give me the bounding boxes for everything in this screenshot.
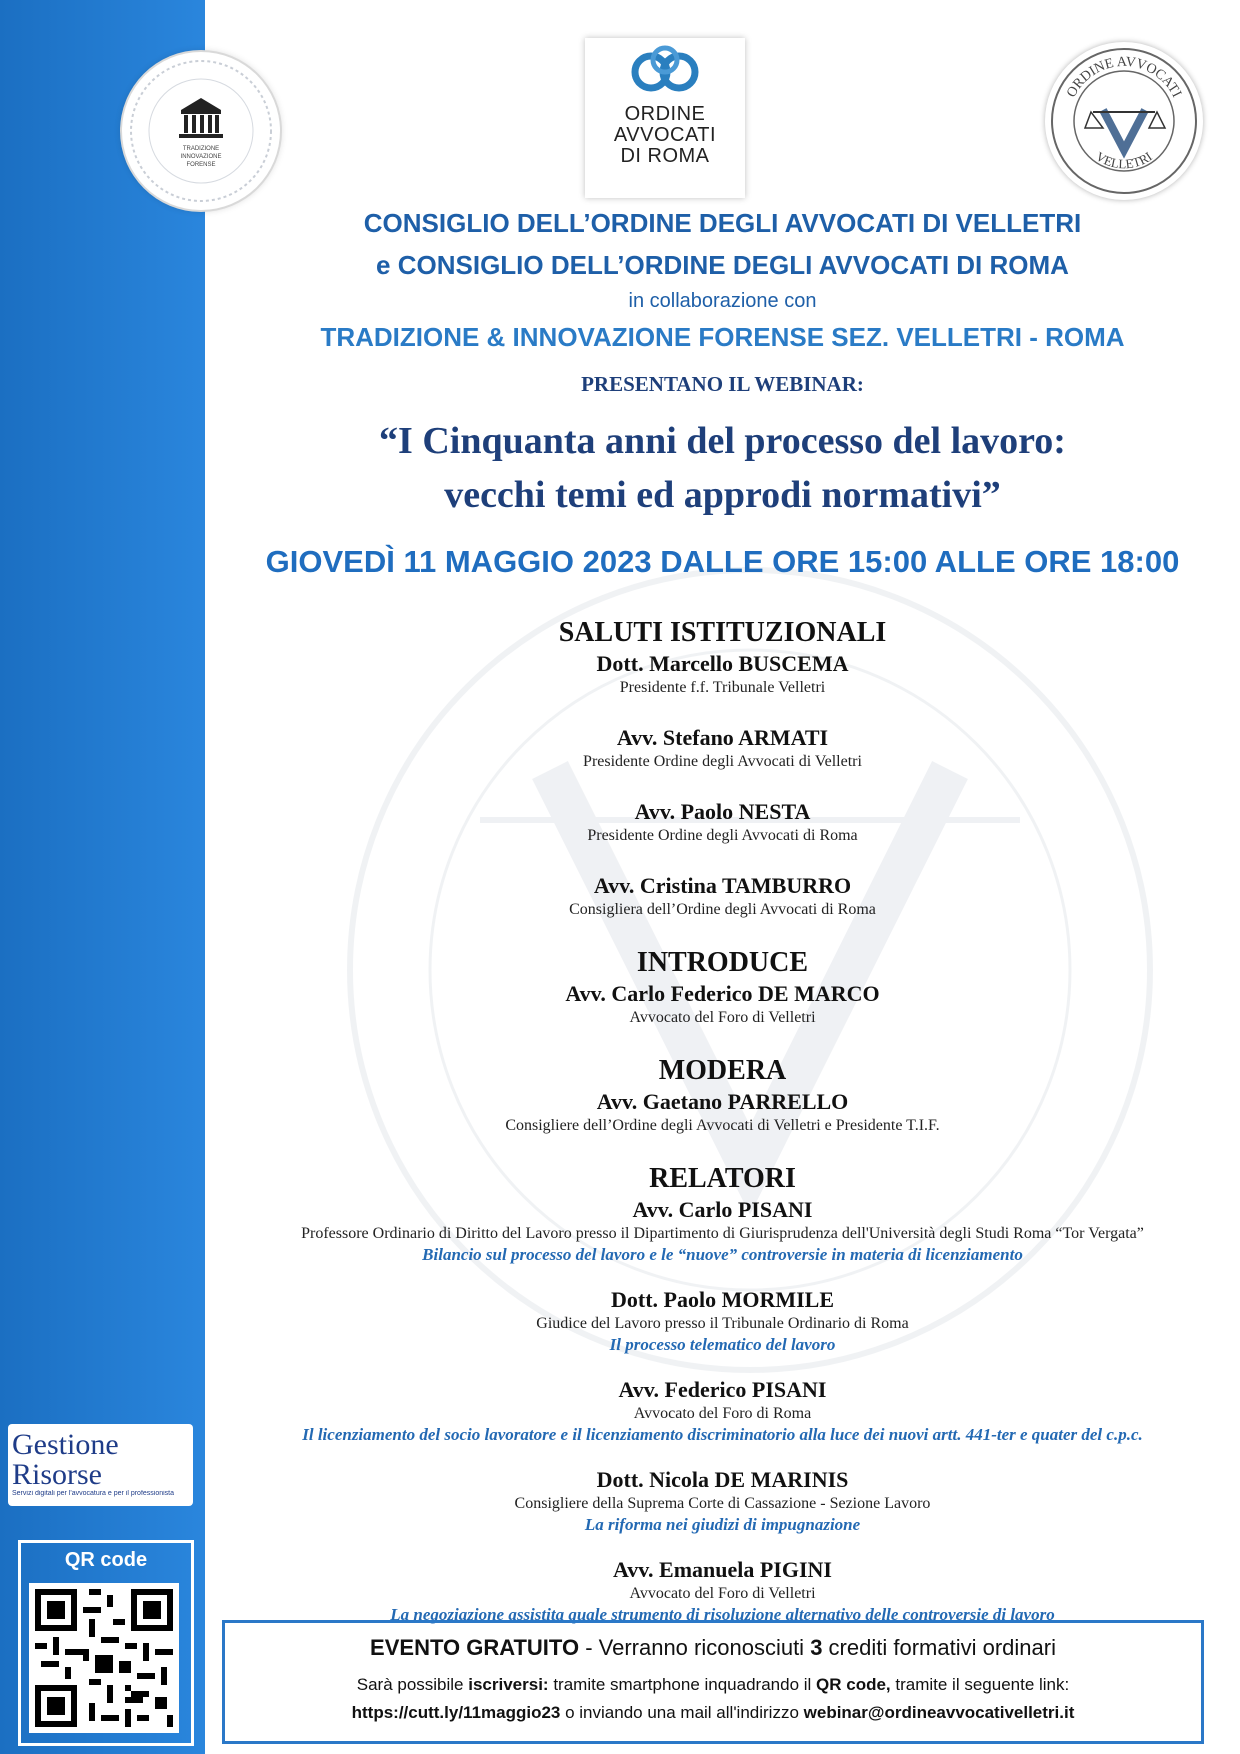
velletri-logo-bottom-text: VELLETRI — [1093, 148, 1155, 172]
tif-logo — [122, 52, 280, 210]
relatore-topic-2: Il processo telematico del lavoro — [609, 1335, 836, 1354]
relatore-name-5: Avv. Emanuela PIGINI — [612, 1557, 832, 1582]
registration-link[interactable]: https://cutt.ly/11maggio23 — [351, 1703, 561, 1722]
webinar-title-line-2: vecchi temi ed approdi normativi” — [444, 474, 1001, 516]
svg-text:FORENSE: FORENSE — [186, 162, 216, 168]
saluti-role-1: Presidente f.f. Tribunale Velletri — [619, 679, 826, 696]
velletri-scales-icon — [1045, 42, 1203, 200]
evento-gratuito: EVENTO GRATUITO — [370, 1635, 580, 1660]
gestione-risorse-logo — [8, 1424, 193, 1506]
relatore-name-3: Avv. Federico PISANI — [618, 1377, 827, 1402]
qr-code-box[interactable] — [18, 1540, 194, 1746]
relatore-name-4: Dott. Nicola DE MARINIS — [596, 1467, 849, 1492]
webinar-title-line-1: “I Cinquanta anni del processo del lavoro: — [379, 420, 1066, 462]
saluti-role-3: Presidente Ordine degli Avvocati di Roma — [587, 827, 858, 844]
relatore-topic-3: Il licenziamento del socio lavoratore e il licenziamento discriminatorio alla luce dei nuovi artt. 441-ter e quater del c.p.c. — [302, 1425, 1143, 1444]
roma-logo-line-2: AVVOCATI — [613, 124, 717, 146]
relatore-topic-4: La riforma nei giudizi di impugnazione — [584, 1515, 861, 1534]
credits-count: 3 — [810, 1635, 823, 1660]
relatori-heading: RELATORI — [649, 1163, 796, 1194]
relatore-name-2: Dott. Paolo MORMILE — [610, 1287, 835, 1312]
saluti-name-4: Avv. Cristina TAMBURRO — [593, 873, 852, 898]
relatore-role-1: Professore Ordinario di Diritto del Lavoro presso il Dipartimento di Giurisprudenza dell'Università degli Studi Roma “Tor Vergata” — [301, 1225, 1144, 1242]
svg-text:TRADIZIONE: TRADIZIONE — [182, 146, 220, 152]
modera-heading: MODERA — [658, 1055, 787, 1086]
svg-text:INNOVAZIONE: INNOVAZIONE — [180, 154, 222, 160]
header-line-2: e CONSIGLIO DELL’ORDINE DEGLI AVVOCATI DI ROMA — [376, 250, 1069, 280]
relatore-role-2: Giudice del Lavoro presso il Tribunale Ordinario di Roma — [536, 1315, 909, 1332]
saluti-name-2: Avv. Stefano ARMATI — [616, 725, 829, 750]
saluti-role-2: Presidente Ordine degli Avvocati di Velletri — [583, 753, 862, 770]
roma-logo-line-3: DI ROMA — [620, 145, 710, 167]
iscrizione-text-a: Sarà possibile — [356, 1675, 469, 1694]
qr-code-title: QR code — [64, 1549, 148, 1571]
header-line-4: TRADIZIONE & INNOVAZIONE FORENSE SEZ. VELLETRI - ROMA — [320, 322, 1125, 352]
header-line-1: CONSIGLIO DELL’ORDINE DEGLI AVVOCATI DI VELLETRI — [363, 208, 1082, 238]
introduce-name: Avv. Carlo Federico DE MARCO — [565, 981, 880, 1006]
qr-code-icon[interactable] — [29, 1583, 179, 1733]
modera-name: Avv. Gaetano PARRELLO — [596, 1089, 849, 1114]
introduce-role: Avvocato del Foro di Velletri — [629, 1009, 816, 1026]
relatore-role-5: Avvocato del Foro di Velletri — [629, 1585, 816, 1602]
iscrizione-text-b: tramite smartphone inquadrando il — [548, 1675, 817, 1694]
qr-code-label: QR code, — [816, 1675, 891, 1694]
header-line-3: in collaborazione con — [628, 290, 817, 312]
saluti-heading: SALUTI ISTITUZIONALI — [558, 617, 887, 648]
introduce-heading: INTRODUCE — [636, 947, 809, 978]
relatore-name-1: Avv. Carlo PISANI — [632, 1197, 813, 1222]
saluti-name-1: Dott. Marcello BUSCEMA — [596, 651, 849, 676]
saluti-role-4: Consigliera dell’Ordine degli Avvocati di Roma — [569, 901, 876, 918]
registration-box — [222, 1620, 1204, 1744]
evento-text-b: crediti formativi ordinari — [822, 1635, 1056, 1660]
velletri-logo-top-text: ORDINE AVVOCATI — [1064, 54, 1184, 101]
gestione-risorse-tagline: Servizi digitali per l'avvocatura e per il professionista — [12, 1490, 175, 1497]
saluti-name-3: Avv. Paolo NESTA — [634, 799, 811, 824]
iscriversi-label: iscriversi: — [468, 1675, 549, 1694]
ordine-avvocati-velletri-logo — [1045, 42, 1203, 200]
gestione-risorse-name: Gestione Risorse — [12, 1428, 119, 1491]
iscrizione-line — [225, 1675, 1201, 1695]
evento-line — [225, 1635, 1201, 1661]
relatore-topic-5: La negoziazione assistita quale strumento di risoluzione alternativo delle controversie di lavoro — [390, 1605, 1055, 1624]
program — [205, 616, 1240, 1626]
contact-line — [225, 1703, 1201, 1723]
email-link[interactable]: webinar@ordineavvocativelletri.it — [803, 1703, 1075, 1722]
presentano-label: PRESENTANO IL WEBINAR: — [581, 372, 864, 396]
ordine-avvocati-roma-logo — [585, 38, 745, 198]
tif-seal-icon — [122, 52, 280, 210]
relatore-role-4: Consigliere della Suprema Corte di Cassazione - Sezione Lavoro — [514, 1495, 931, 1512]
relatore-role-3: Avvocato del Foro di Roma — [633, 1405, 812, 1422]
roma-logo-line-1: ORDINE — [624, 103, 706, 125]
roma-knot-icon — [585, 38, 745, 108]
evento-text-a: - Verranno riconosciuti — [579, 1635, 811, 1660]
iscrizione-text-c: tramite il seguente link: — [890, 1675, 1070, 1694]
relatore-topic-1: Bilancio sul processo del lavoro e le “nuove” controversie in materia di licenziamento — [422, 1245, 1023, 1264]
contact-text: o inviando una mail all'indirizzo — [560, 1703, 804, 1722]
webinar-title — [205, 414, 1240, 522]
modera-role: Consigliere dell’Ordine degli Avvocati di Velletri e Presidente T.I.F. — [505, 1117, 940, 1134]
event-date: GIOVEDÌ 11 MAGGIO 2023 DALLE ORE 15:00 ALLE ORE 18:00 — [265, 544, 1180, 579]
